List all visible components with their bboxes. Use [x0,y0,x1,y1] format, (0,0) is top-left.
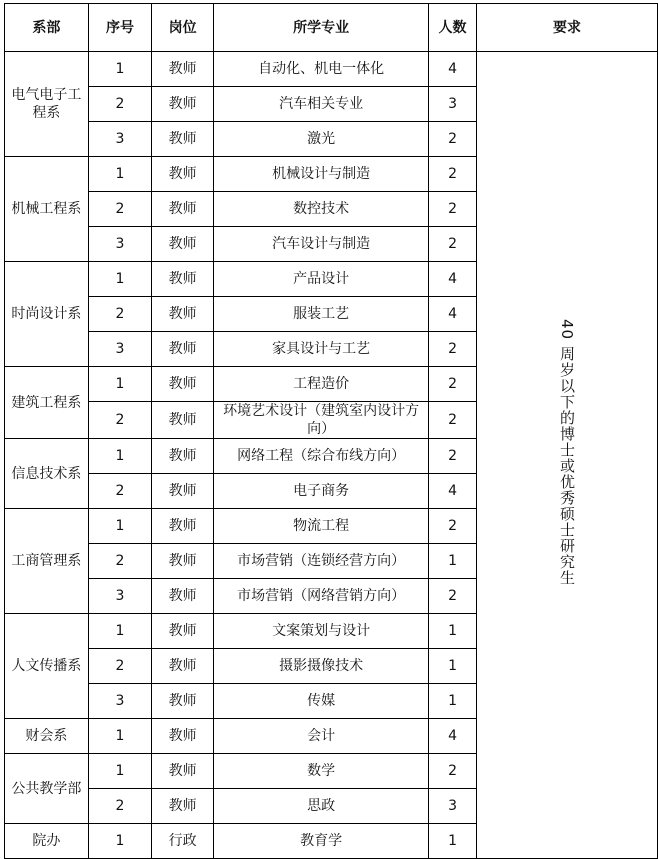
major-cell: 自动化、机电一体化 [214,52,429,87]
seq-cell: 2 [88,649,151,684]
count-cell: 2 [429,192,477,227]
seq-cell: 3 [88,122,151,157]
dept-cell: 院办 [5,824,89,859]
seq-cell: 1 [88,754,151,789]
count-cell: 2 [429,332,477,367]
post-cell: 行政 [152,824,214,859]
seq-cell: 1 [88,614,151,649]
header-row [5,4,658,52]
count-cell: 4 [429,719,477,754]
post-cell: 教师 [152,474,214,509]
major-cell: 数学 [214,754,429,789]
post-cell: 教师 [152,754,214,789]
major-cell: 摄影摄像技术 [214,649,429,684]
dept-cell: 建筑工程系 [5,367,89,439]
count-cell: 2 [429,122,477,157]
count-cell: 3 [429,789,477,824]
major-cell: 数控技术 [214,192,429,227]
seq-cell: 2 [88,789,151,824]
post-cell: 教师 [152,789,214,824]
post-cell: 教师 [152,262,214,297]
post-cell: 教师 [152,87,214,122]
post-cell: 教师 [152,509,214,544]
dept-cell: 财会系 [5,719,89,754]
seq-cell: 3 [88,332,151,367]
post-cell: 教师 [152,684,214,719]
major-cell: 教育学 [214,824,429,859]
post-cell: 教师 [152,719,214,754]
post-cell: 教师 [152,297,214,332]
post-cell: 教师 [152,544,214,579]
header-count: 人数 [429,4,477,52]
dept-cell: 电气电子工程系 [5,52,89,157]
seq-cell: 2 [88,87,151,122]
count-cell: 1 [429,684,477,719]
seq-cell: 2 [88,402,151,439]
header-req: 要求 [476,4,657,52]
header-major: 所学专业 [214,4,429,52]
table-body [5,52,658,859]
seq-cell: 1 [88,824,151,859]
post-cell: 教师 [152,439,214,474]
post-cell: 教师 [152,332,214,367]
header-post: 岗位 [152,4,214,52]
count-cell: 2 [429,157,477,192]
major-cell: 网络工程（综合布线方向） [214,439,429,474]
dept-cell: 机械工程系 [5,157,89,262]
seq-cell: 2 [88,474,151,509]
seq-cell: 2 [88,544,151,579]
seq-cell: 1 [88,367,151,402]
dept-cell: 信息技术系 [5,439,89,509]
count-cell: 2 [429,754,477,789]
count-cell: 1 [429,544,477,579]
major-cell: 服装工艺 [214,297,429,332]
post-cell: 教师 [152,227,214,262]
dept-cell: 时尚设计系 [5,262,89,367]
count-cell: 1 [429,649,477,684]
major-cell: 激光 [214,122,429,157]
post-cell: 教师 [152,122,214,157]
seq-cell: 1 [88,262,151,297]
major-cell: 市场营销（连锁经营方向） [214,544,429,579]
seq-cell: 3 [88,579,151,614]
seq-cell: 1 [88,157,151,192]
count-cell: 2 [429,227,477,262]
seq-cell: 1 [88,509,151,544]
count-cell: 2 [429,509,477,544]
post-cell: 教师 [152,579,214,614]
seq-cell: 1 [88,719,151,754]
major-cell: 文案策划与设计 [214,614,429,649]
count-cell: 4 [429,52,477,87]
major-cell: 传媒 [214,684,429,719]
requirement-cell [476,52,657,859]
seq-cell: 1 [88,439,151,474]
major-cell: 市场营销（网络营销方向） [214,579,429,614]
post-cell: 教师 [152,192,214,227]
major-cell: 工程造价 [214,367,429,402]
post-cell: 教师 [152,157,214,192]
seq-cell: 2 [88,297,151,332]
seq-cell: 2 [88,192,151,227]
count-cell: 2 [429,402,477,439]
major-cell: 产品设计 [214,262,429,297]
seq-cell: 1 [88,52,151,87]
header-dept: 系部 [5,4,89,52]
count-cell: 4 [429,262,477,297]
header-seq: 序号 [88,4,151,52]
seq-cell: 3 [88,684,151,719]
count-cell: 2 [429,439,477,474]
dept-cell: 公共教学部 [5,754,89,824]
major-cell: 机械设计与制造 [214,157,429,192]
post-cell: 教师 [152,402,214,439]
major-cell: 家具设计与工艺 [214,332,429,367]
count-cell: 2 [429,579,477,614]
major-cell: 汽车相关专业 [214,87,429,122]
count-cell: 3 [429,87,477,122]
major-cell: 思政 [214,789,429,824]
count-cell: 4 [429,474,477,509]
dept-cell: 工商管理系 [5,509,89,614]
count-cell: 1 [429,824,477,859]
requirement-text: 40 周岁以下的博士或优秀硕士研究生 [557,319,576,586]
major-cell: 会计 [214,719,429,754]
post-cell: 教师 [152,367,214,402]
count-cell: 2 [429,367,477,402]
post-cell: 教师 [152,614,214,649]
post-cell: 教师 [152,52,214,87]
recruitment-table [4,3,658,859]
major-cell: 电子商务 [214,474,429,509]
count-cell: 4 [429,297,477,332]
major-cell: 汽车设计与制造 [214,227,429,262]
major-cell: 物流工程 [214,509,429,544]
post-cell: 教师 [152,649,214,684]
seq-cell: 3 [88,227,151,262]
major-cell: 环境艺术设计（建筑室内设计方向） [214,402,429,439]
count-cell: 1 [429,614,477,649]
dept-cell: 人文传播系 [5,614,89,719]
table-row [5,52,658,87]
